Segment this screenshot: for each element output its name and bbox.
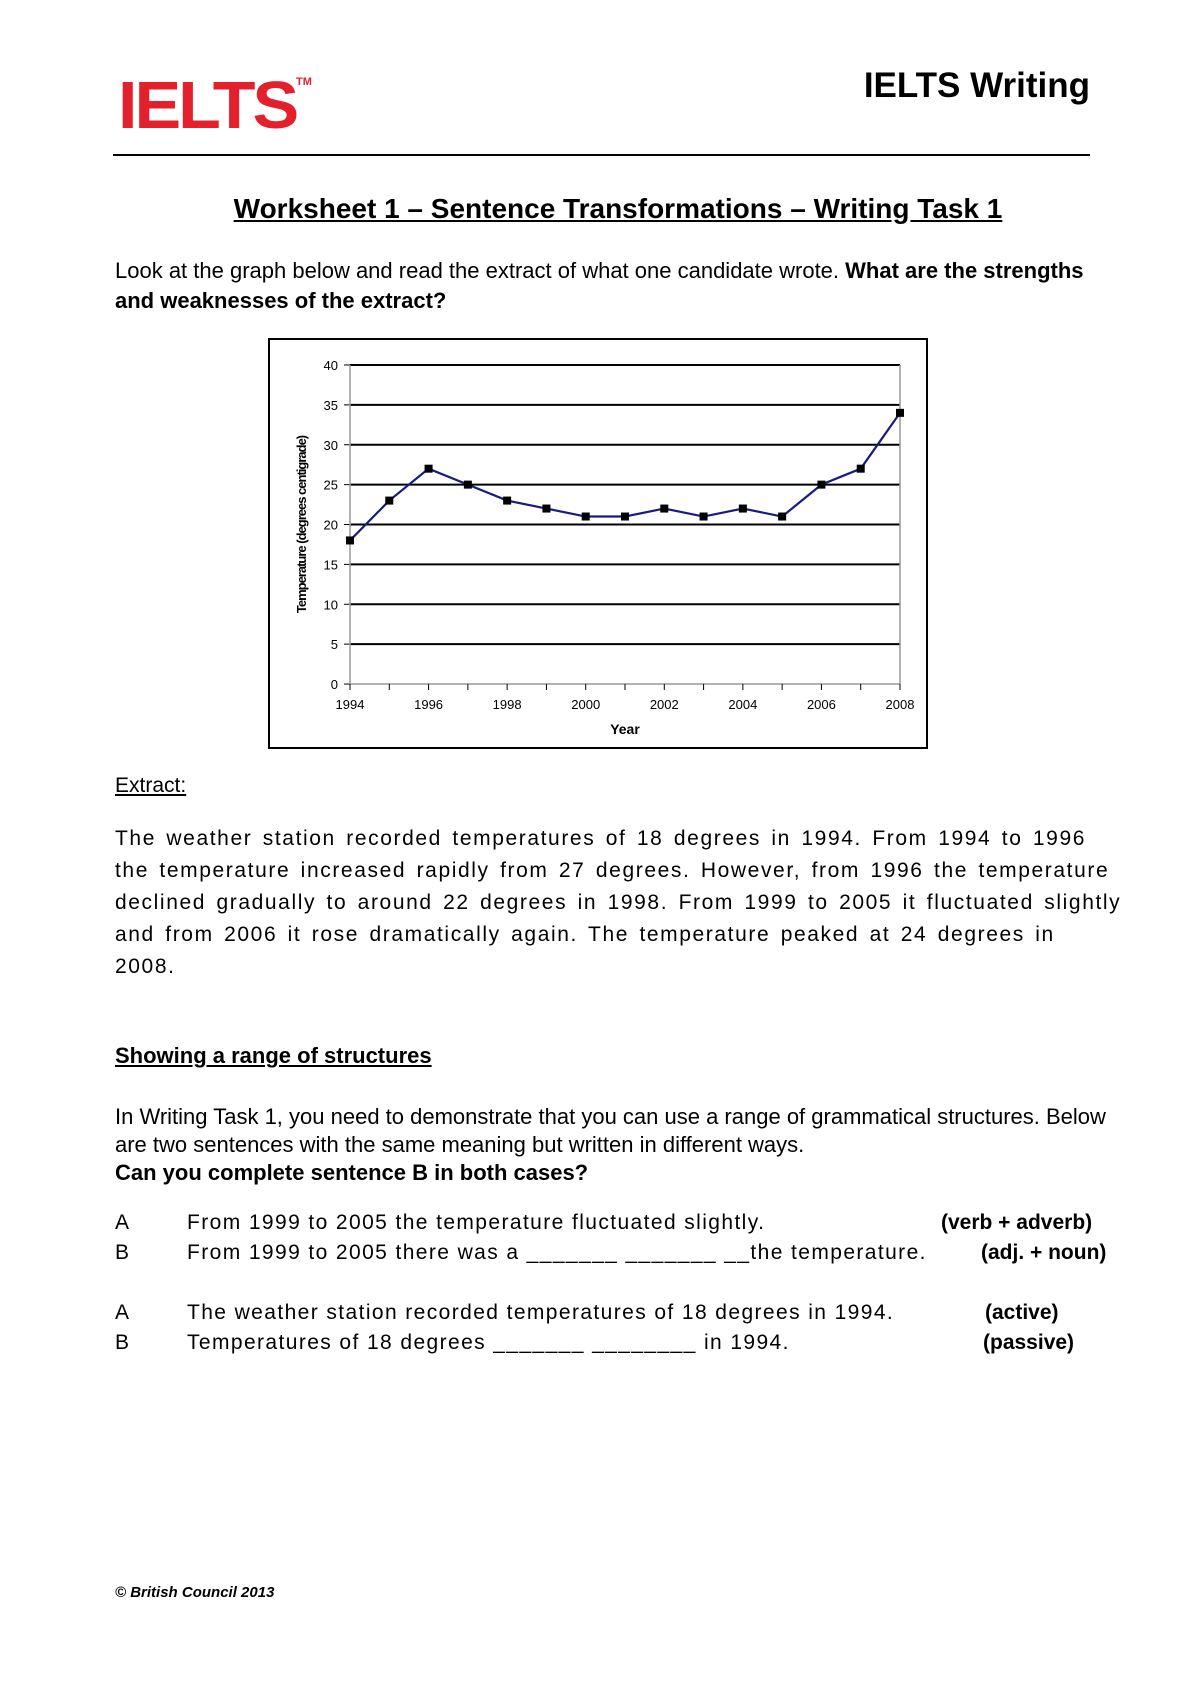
x-tick-label: 1998 [492,697,522,712]
data-point [582,513,590,521]
sentence-b: From 1999 to 2005 there was a _______ _______ __the temperature. [187,1241,927,1264]
x-tick-label: 2000 [571,697,601,712]
sentence-a: From 1999 to 2005 the temperature fluctuated slightly. [187,1211,766,1234]
x-tick-label: 2008 [885,697,915,712]
data-point [464,481,472,489]
data-point [542,505,550,513]
x-axis-label: Year [610,721,640,737]
series-line [350,413,900,541]
data-point [896,409,904,417]
chart-canvas [270,340,926,747]
y-tick-label: 30 [323,437,338,453]
line-chart [268,338,928,749]
intro-text: Look at the graph below and read the extract of what one candidate wrote. [115,258,846,283]
structure-tag: (verb + adverb) [941,1211,1093,1234]
sentence-b: Temperatures of 18 degrees _______ ________ in 1994. [187,1331,790,1354]
y-tick-label: 40 [323,358,338,373]
data-point [817,481,825,489]
pair-1-a [115,1211,1125,1241]
y-tick-label: 35 [323,397,338,413]
data-point [660,505,668,513]
x-tick-label: 2004 [728,697,758,712]
x-tick-label: 1996 [414,697,444,712]
data-point [425,465,433,473]
y-axis-label: Temperature (degrees centigrade) [294,435,309,614]
data-point [857,465,865,473]
data-point [778,513,786,521]
data-point [700,513,708,521]
sentence-a: The weather station recorded temperatures of 18 degrees in 1994. [187,1301,895,1324]
intro-paragraph [115,256,1105,316]
y-tick-label: 20 [323,517,338,533]
extract-text: The weather station recorded temperatures of 18 degrees in 1994. From 1994 to 1996 the temperature increased rapidly from 27 degrees. However, from 1996 the temperature declined gradually to around 22 degrees in 1998. From 1999 to 2005 it fluctuated slightly and from 2006 it rose dramatically again. The temperature peaked at 24 degrees in 2008. [115,827,1122,978]
y-tick-label: 0 [330,677,338,692]
section-heading: Showing a range of structures [115,1043,432,1068]
x-tick-label: 1994 [335,697,365,712]
ielts-logo: IELTS [118,67,297,143]
section-intro [115,1103,1125,1187]
row-letter: B [115,1241,130,1264]
y-tick-label: 25 [323,477,338,493]
structure-tag: (passive) [983,1331,1075,1354]
worksheet-title: Worksheet 1 – Sentence Transformations – Writing Task 1 [233,193,1003,224]
structure-tag: (active) [985,1301,1059,1324]
row-letter: A [115,1211,130,1234]
row-letter: A [115,1301,130,1324]
data-point [385,497,393,505]
pair-2-b [115,1331,1125,1361]
data-point [739,505,747,513]
data-point [503,497,511,505]
section-intro-text: In Writing Task 1, you need to demonstrate that you can use a range of grammatical structures. Below are two sentences with the same meaning but written in different ways. [115,1104,1106,1157]
header-divider [113,154,1090,156]
y-tick-label: 15 [323,557,338,573]
intro-question: What are the strengths and weaknesses of the extract? [115,258,1084,313]
data-point [346,536,354,544]
copyright-footer: © British Council 2013 [115,1584,275,1601]
logo-trademark: TM [296,76,312,88]
x-tick-label: 2006 [806,697,836,712]
y-tick-label: 10 [323,597,338,613]
row-letter: B [115,1331,130,1354]
structure-tag: (adj. + noun) [981,1241,1107,1264]
section-question: Can you complete sentence B in both cases? [115,1160,589,1185]
data-point [621,513,629,521]
pair-2-a [115,1301,1125,1331]
header-title: IELTS Writing [863,66,1090,105]
x-tick-label: 2002 [649,697,679,712]
y-tick-label: 5 [330,637,338,653]
pair-1-b [115,1241,1125,1271]
extract-label: Extract: [115,774,187,797]
